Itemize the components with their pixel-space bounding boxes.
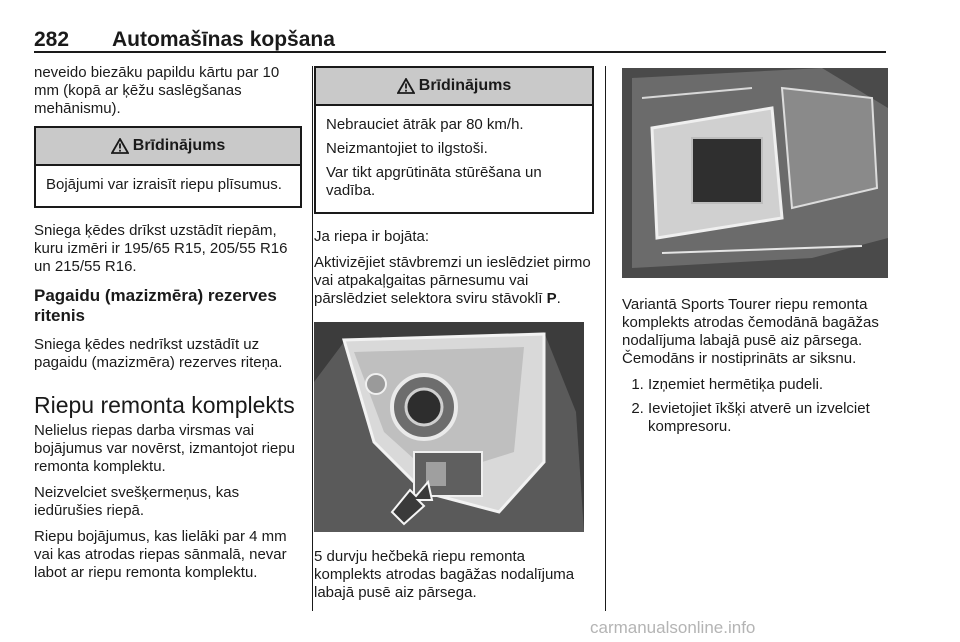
tourer-caption: Variantā Sports Tourer riepu remonta komplekts atrodas čemodānā bagāžas nodalījuma labajā pusē aiz pārsega. Čemodāns ir nostiprināts ar siksnu. bbox=[622, 296, 879, 367]
warning-header bbox=[36, 128, 300, 166]
header-rule bbox=[34, 51, 886, 53]
warning-box-2 bbox=[314, 66, 594, 214]
warning-box-1 bbox=[34, 126, 302, 208]
warning-header bbox=[316, 68, 592, 106]
damaged-tyre-label: Ja riepa ir bojāta: bbox=[314, 228, 430, 245]
warning-title: Brīdinājums bbox=[132, 137, 226, 154]
warning-line-1: Nebrauciet ātrāk par 80 km/h. bbox=[326, 116, 524, 133]
column-divider-2 bbox=[605, 66, 606, 611]
warning-line-2: Neizmantojiet to ilgstoši. bbox=[326, 140, 488, 157]
spare-wheel-text: Sniega ķēdes nedrīkst uzstādīt uz pagaidu (mazizmēra) rezerves riteņa. bbox=[34, 336, 283, 371]
warning-triangle-icon bbox=[397, 78, 415, 94]
warning-triangle-icon bbox=[111, 138, 129, 154]
spare-wheel-heading: Pagaidu (mazizmēra) rezerves ritenis bbox=[34, 286, 277, 325]
step-1: 1. Izņemiet hermētiķa pudeli. bbox=[648, 376, 888, 394]
column-2 bbox=[314, 64, 594, 610]
steps-list bbox=[622, 376, 888, 436]
repair-kit-text-1: Nelielus riepas darba virsmas vai bojājumus var novērst, izmantojot riepu remonta komplektu. bbox=[34, 422, 295, 475]
column-divider-1 bbox=[312, 66, 313, 611]
warning-text: Bojājumi var izraisīt riepu plīsumus. bbox=[46, 176, 282, 193]
repair-kit-text-3: Riepu bojājumus, kas lielāki par 4 mm vai kas atrodas riepas sānmalā, nevar labot ar riepu remonta komplektu. bbox=[34, 528, 287, 581]
warning-title: Brīdinājums bbox=[418, 77, 512, 94]
hatchback-repair-kit-photo bbox=[314, 322, 584, 532]
repair-kit-heading: Riepu remonta komplekts bbox=[34, 392, 295, 418]
chapter-title: Automašīnas kopšana bbox=[112, 28, 335, 51]
tourer-repair-kit-photo bbox=[622, 68, 888, 278]
intro-text: neveido biezāku papildu kārtu par 10 mm (kopā ar ķēžu saslēgšanas mehānismu). bbox=[34, 64, 280, 117]
repair-kit-text-2: Neizvelciet svešķermeņus, kas iedūrušies riepā. bbox=[34, 484, 240, 519]
chains-sizes-text: Sniega ķēdes drīkst uzstādīt riepām, kuru izmēri ir 195/65 R15, 205/55 R16 un 215/55 R16. bbox=[34, 222, 288, 275]
column-3 bbox=[622, 64, 888, 442]
watermark: carmanualsonline.info bbox=[590, 618, 756, 637]
parking-instruction: Aktivizējiet stāvbremzi un ieslēdziet pirmo vai atpakaļgaitas pārnesumu vai pārslēdziet selektora sviru stāvoklī P. bbox=[314, 254, 591, 307]
warning-line-3: Var tikt apgrūtināta stūrēšana un vadība. bbox=[326, 164, 542, 199]
step-2: 2. Ievietojiet īkšķi atverē un izvelciet kompresoru. bbox=[648, 400, 888, 436]
column-1 bbox=[34, 64, 302, 590]
page-number: 282 bbox=[34, 28, 70, 51]
page-header bbox=[34, 28, 886, 52]
hatchback-caption: 5 durvju hečbekā riepu remonta komplekts atrodas bagāžas nodalījuma labajā pusē aiz pārsega. bbox=[314, 548, 575, 601]
